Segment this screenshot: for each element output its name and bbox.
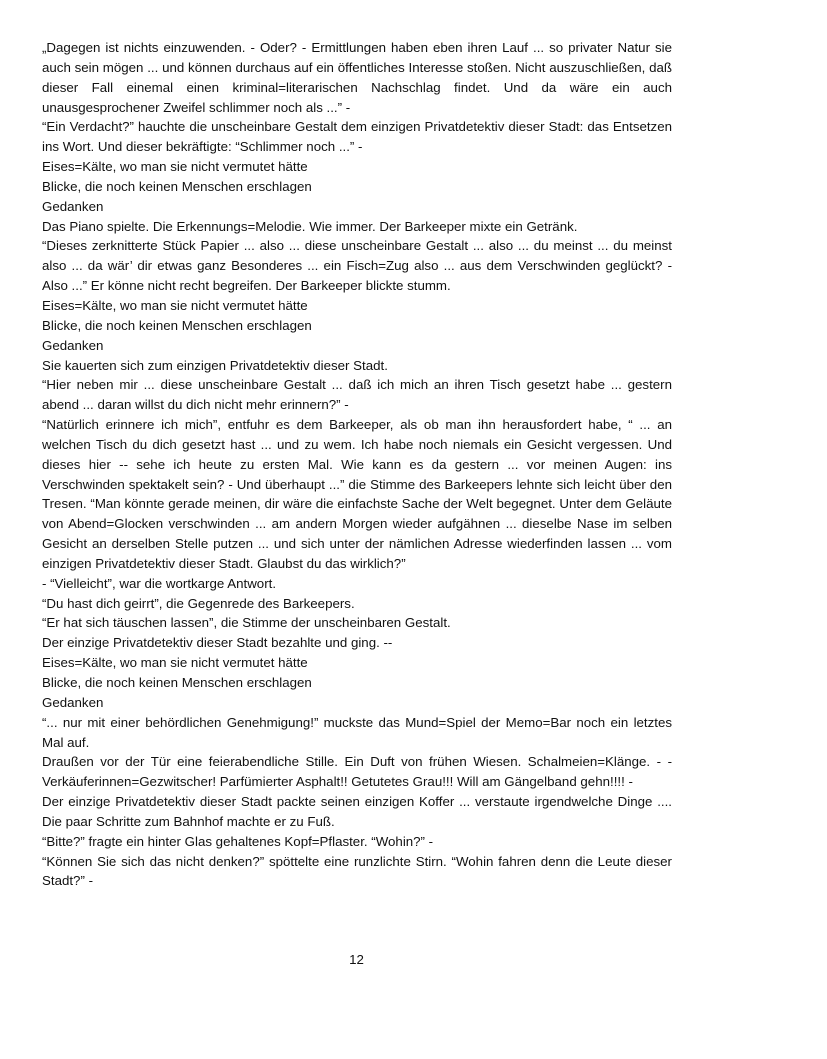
refrain-line-3: Gedanken: [42, 694, 104, 710]
refrain-line-1: Eises=Kälte, wo man sie nicht vermutet hätte: [42, 655, 308, 671]
paragraph-6: “... nur mit einer behördlichen Genehmigung!” muckste das Mund=Spiel der Memo=Bar noch ein letztes Mal auf.: [42, 714, 672, 750]
refrain-line-3: Gedanken: [42, 198, 104, 214]
paragraph-9: “Können Sie sich das nicht denken?” spöttelte eine runzlichte Stirn. “Wohin fahren denn die Leute dieser Stadt?” -: [42, 853, 672, 889]
refrain-line-2: Blicke, die noch keinen Menschen erschlagen: [42, 317, 312, 333]
paragraph-geirrt: “Du hast dich geirrt”, die Gegenrede des Barkeepers.: [42, 595, 355, 611]
paragraph-piano: Das Piano spielte. Die Erkennungs=Melodie. Wie immer. Der Barkeeper mixte ein Getränk.: [42, 218, 578, 234]
refrain-line-2: Blicke, die noch keinen Menschen erschlagen: [42, 675, 312, 690]
paragraph-bitte: “Bitte?” fragte ein hinter Glas gehaltenes Kopf=Pflaster. “Wohin?” -: [42, 833, 434, 849]
paragraph-7: Draußen vor der Tür eine feierabendliche Stille. Ein Duft von frühen Wiesen. Schalmeien=Klänge. - -Verkäuferinnen=Gezwitscher! Parfümierter Asphalt!! Getutetes Grau!!! Will am Gängelband gehn!!!! -: [42, 754, 672, 790]
refrain-line-1: Eises=Kälte, wo man sie nicht vermutet hätte: [42, 297, 308, 313]
refrain-line-1: Eises=Kälte, wo man sie nicht vermutet hätte: [42, 159, 308, 175]
paragraph-5: “Natürlich erinnere ich mich”, entfuhr es dem Barkeeper, als ob man ihn herausfordert habe, “ ... an welchen Tisch du dich gesetzt hast ... und zu wem. Ich habe noch niemals ein Gesicht vergessen. Und dieses hier -- sehe ich heute zu ersten Mal. Wie kann es da gestern ... vor meinen Augen: ins Verschwinden spektakelt sein? - Und überhaupt ...” die Stimme des Barkeepers lehnte sich leicht über den Tresen. “Man könnte gerade meinen, dir wäre die einfachste Sache der Welt begegnet. Unter dem Geläute von Abend=Glocken verschwinden ... am andern Morgen wieder aufgähnen ... dieselbe Nase im selben Gesicht an derselben Stelle putzen ... und sich unter der nämlichen Adresse wiederfinden lassen ... vom einzigen Privatdetektiv dieser Stadt. Glaubst du das wirklich?”: [42, 417, 672, 571]
paragraph-4: “Hier neben mir ... diese unscheinbare Gestalt ... daß ich mich an ihren Tisch gesetzt habe ... gestern abend ... daran willst du dich nicht mehr erinnern?” -: [42, 377, 672, 413]
paragraph-8: Der einzige Privatdetektiv dieser Stadt packte seinen einzigen Koffer ... verstaute irgendwelche Dinge .... Die paar Schritte zum Bahnhof machte er zu Fuß.: [42, 794, 672, 829]
paragraph-taeuschen: “Er hat sich täuschen lassen”, die Stimme der unscheinbaren Gestalt.: [42, 615, 451, 631]
paragraph-bezahlte: Der einzige Privatdetektiv dieser Stadt bezahlte und ging. --: [42, 635, 393, 651]
paragraph-2: “Ein Verdacht?” hauchte die unscheinbare Gestalt dem einzigen Privatdetektiv dieser Stadt: das Entsetzen ins Wort. Und dieser bekräftigte: “Schlimmer noch ...” -: [42, 119, 672, 155]
document-page: [42, 38, 672, 891]
paragraph-kauerten: Sie kauerten sich zum einzigen Privatdetektiv dieser Stadt.: [42, 357, 388, 373]
page-number: 12: [349, 952, 364, 967]
refrain-line-3: Gedanken: [42, 337, 104, 353]
paragraph-3: “Dieses zerknitterte Stück Papier ... also ... diese unscheinbare Gestalt ... also ... du meinst ... du meinst also ... da wär’ dir etwas ganz Besonderes ... ein Fisch=Zug also ... aus dem Verschwinden geglückt? - Also ...” Er könne nicht recht begreifen. Der Barkeeper blickte stumm.: [42, 238, 672, 294]
paragraph-1: „Dagegen ist nichts einzuwenden. - Oder? - Ermittlungen haben eben ihren Lauf ... so privater Natur sie auch sein mögen ... und können durchaus auf ein öffentliches Interesse stoßen. Nicht auszuschließen, daß dieser Fall einemal einen kriminal=literarischen Nachschlag findet. Und da wäre ein auch unausgesprochener Zweifel schlimmer noch als ...” -: [42, 40, 672, 115]
refrain-line-2: Blicke, die noch keinen Menschen erschlagen: [42, 178, 312, 194]
paragraph-vielleicht: - “Vielleicht”, war die wortkarge Antwort.: [42, 575, 277, 591]
